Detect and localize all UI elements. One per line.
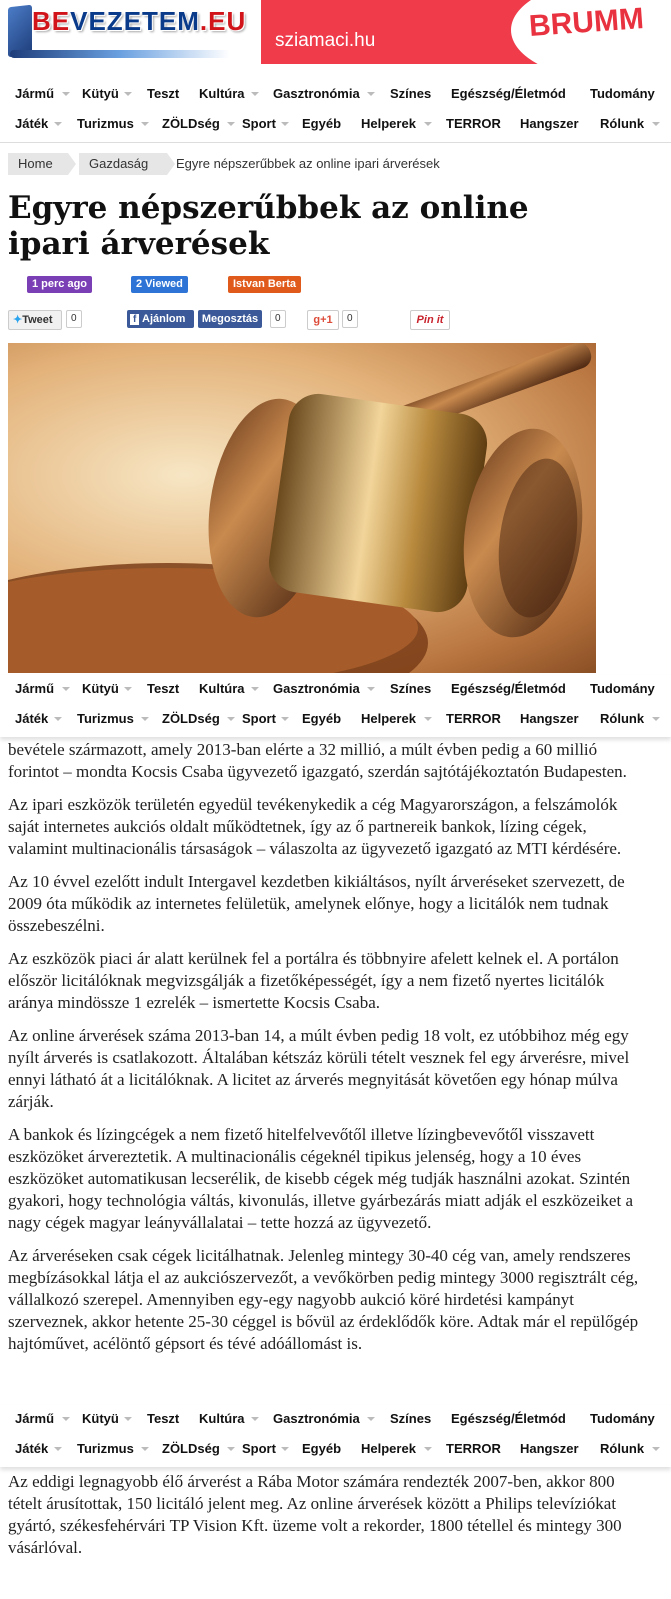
menu-item-rolunk[interactable]: Rólunk: [600, 711, 645, 726]
menu-item-rolunk[interactable]: Rólunk: [600, 1441, 645, 1456]
facebook-icon: f: [130, 314, 139, 325]
views-badge: 2 Viewed: [131, 276, 188, 293]
chevron-down-icon: [54, 717, 62, 721]
menu-item-tudomany[interactable]: Tudomány: [590, 86, 655, 101]
chevron-down-icon: [227, 122, 235, 126]
menu-item-jatek[interactable]: Játék: [15, 1441, 49, 1456]
chevron-down-icon: [141, 717, 149, 721]
gplus-icon: g: [313, 314, 321, 326]
author-badge[interactable]: Istvan Berta: [228, 276, 301, 293]
chevron-down-icon: [652, 1447, 660, 1451]
breadcrumb-current: Egyre népszerűbbek az online ipari árverések: [176, 156, 440, 171]
chevron-down-icon: [652, 717, 660, 721]
menu-divider: [0, 142, 671, 143]
menu-item-kutyu[interactable]: Kütyü: [82, 86, 119, 101]
chevron-down-icon: [281, 1447, 289, 1451]
menu-item-hangszer[interactable]: Hangszer: [520, 1441, 579, 1456]
chevron-down-icon: [424, 122, 432, 126]
chevron-down-icon: [652, 122, 660, 126]
chevron-down-icon: [424, 1447, 432, 1451]
article-body: [8, 739, 648, 1366]
chevron-down-icon: [367, 687, 375, 691]
menu-item-zoldseg[interactable]: ZÖLDség: [162, 711, 220, 726]
menu-item-jatek[interactable]: Játék: [15, 711, 49, 726]
menu-item-teszt[interactable]: Teszt: [147, 86, 180, 101]
article-paragraph: Az eddigi legnagyobb élő árverést a Rába Motor számára rendezték 2007-ben, akkor 800 tételt árusítottak, 150 licitáló jelent meg. Az online árverések között a Philips televíziókat gyártó, székesfehérvári TP Vision Kft. üzeme volt a rekorder, 1800 tétellel és mintegy 300 vásárlóval.: [8, 1472, 622, 1557]
gplus-count: 0: [342, 310, 358, 328]
site-logo[interactable]: [0, 0, 250, 64]
chevron-down-icon: [227, 717, 235, 721]
menu-item-rolunk[interactable]: Rólunk: [600, 116, 645, 131]
menu-item-tudomany[interactable]: Tudomány: [590, 1411, 655, 1426]
article-paragraph: A bankok és lízingcégek a nem fizető hitelfelvevőtől illetve lízingbevevőtől visszavett eszközöket árvereztetik. A multinacionális cégeknél tipikus jelenség, hogy a 10 éves eszközöket automatikusan lecserélik, de kisebb cégek még tudják használni azokat. Szintén gyakori, hogy technológia váltás, kivonulás, illetve gyárbezárás miatt adják el eszközeiket a nagy cégek magyar leányvállalatai – tette hozzá az ügyvezető.: [8, 1125, 633, 1232]
logo-swoosh-graphic: [10, 50, 230, 58]
sticky-menu: [0, 675, 671, 737]
banner-text: sziamaci.hu: [275, 30, 376, 51]
menu-item-egyeb[interactable]: Egyéb: [302, 711, 342, 726]
menu-item-zoldseg[interactable]: ZÖLDség: [162, 116, 220, 131]
tweet-count: 0: [66, 310, 82, 328]
menu-item-jarmu[interactable]: Jármű: [15, 1411, 55, 1426]
twitter-icon: ✦: [13, 314, 23, 326]
time-badge: 1 perc ago: [27, 276, 92, 293]
menu-item-zoldseg[interactable]: ZÖLDség: [162, 1441, 220, 1456]
article-paragraph: Az árveréseken csak cégek licitálhatnak. Jelenleg mintegy 30-40 cég van, amely rendszeres megbízásokkal látja el az aukciószervezőt, a vevőkörben pedig mintegy 3000 regisztrált cég, vállalkozó szerepel. Amennyiben egy-egy nagyobb aukció köré hirdetési kampányt szerveznek, akkor hetente 25-30 céggel is bővül az érdeklődők köre. Adtak már el repülőgép hajtóművet, acélöntő gépsort és tévé adóállomást is.: [8, 1246, 639, 1353]
main-menu: [0, 80, 671, 142]
menu-item-tudomany[interactable]: Tudomány: [590, 681, 655, 696]
article-paragraph: Az 10 évvel ezelőtt indult Intergavel kezdetben kikiáltásos, nyílt árveréseket szervezett, de 2009 óta működik az internetes felületük, amelynek előnye, hogy a licitálók nem tudnak összebeszélni.: [8, 872, 625, 935]
chevron-down-icon: [141, 122, 149, 126]
logo-text: BEVEZETEM.EU: [32, 6, 247, 36]
gplus-button[interactable]: g+1: [307, 310, 339, 330]
menu-item-turizmus[interactable]: Turizmus: [77, 1441, 134, 1456]
menu-item-hangszer[interactable]: Hangszer: [520, 711, 579, 726]
chevron-down-icon: [251, 687, 259, 691]
article-paragraph: bevétele származott, amely 2013-ban elérte a 32 millió, a múlt évben pedig a 60 millió forintot – mondta Kocsis Csaba ügyvezető igazgató, szerdán sajtótájékoztatón Budapesten.: [8, 740, 627, 781]
facebook-share-button[interactable]: Megosztás: [198, 310, 262, 328]
chevron-down-icon: [124, 1417, 132, 1421]
article-hero-image: [8, 343, 596, 673]
facebook-like-button[interactable]: f Ajánlom: [127, 310, 194, 328]
chevron-down-icon: [251, 92, 259, 96]
menu-item-gasztronomia[interactable]: Gasztronómia: [273, 681, 360, 696]
menu-item-szines[interactable]: Színes: [390, 681, 432, 696]
menu-item-kutyu[interactable]: Kütyü: [82, 1411, 119, 1426]
menu-item-helperek[interactable]: Helperek: [361, 711, 416, 726]
chevron-down-icon: [124, 92, 132, 96]
chevron-down-icon: [62, 687, 70, 691]
menu-item-turizmus[interactable]: Turizmus: [77, 116, 134, 131]
menu-item-jatek[interactable]: Játék: [15, 116, 49, 131]
menu-item-terror[interactable]: TERROR: [446, 116, 501, 131]
menu-row-2: [0, 110, 671, 138]
menu-item-egeszseg[interactable]: Egészség/Életmód: [451, 1411, 566, 1426]
chevron-down-icon: [424, 717, 432, 721]
chevron-down-icon: [281, 122, 289, 126]
menu-item-terror[interactable]: TERROR: [446, 711, 501, 726]
menu-item-kultura[interactable]: Kultúra: [199, 1411, 245, 1426]
menu-item-jarmu[interactable]: Jármű: [15, 681, 55, 696]
chevron-down-icon: [54, 1447, 62, 1451]
menu-item-gasztronomia[interactable]: Gasztronómia: [273, 1411, 360, 1426]
menu-item-sport[interactable]: Sport: [242, 1441, 276, 1456]
menu-item-gasztronomia[interactable]: Gasztronómia: [273, 86, 360, 101]
article-paragraph: Az ipari eszközök területén egyedül tevékenykedik a cég Magyarországon, a felszámolók saját internetes aukciós oldalt működtetnek, így az ő partnereik bankok, lízing cégek, valamint multinacionális társaságok – válaszolta az ügyvezető igazgató az MTI kérdésére.: [8, 795, 622, 858]
menu-item-egyeb[interactable]: Egyéb: [302, 116, 342, 131]
menu-item-hangszer[interactable]: Hangszer: [520, 116, 579, 131]
article-paragraph: Az eszközök piaci ár alatt kerülnek fel a portálra és többnyire afelett kelnek el. A portálon először licitálóknak megvizsgálják a fizetőképességét, így a nem fizető nyertes licitálók aránya mindössze 1 ezrelék – ismertette Kocsis Csaba.: [8, 949, 619, 1012]
chevron-down-icon: [62, 92, 70, 96]
sticky-menu-row-2: [0, 705, 671, 733]
ad-banner[interactable]: [261, 0, 671, 64]
menu-item-teszt[interactable]: Teszt: [147, 1411, 180, 1426]
menu-item-kultura[interactable]: Kultúra: [199, 86, 245, 101]
chevron-down-icon: [62, 1417, 70, 1421]
chevron-down-icon: [227, 1447, 235, 1451]
menu-item-jarmu[interactable]: Jármű: [15, 86, 55, 101]
menu-item-szines[interactable]: Színes: [390, 1411, 432, 1426]
page-title: Egyre népszerűbbek az online ipari árverések: [8, 190, 529, 262]
menu-item-turizmus[interactable]: Turizmus: [77, 711, 134, 726]
menu-item-helperek[interactable]: Helperek: [361, 1441, 416, 1456]
menu-item-egeszseg[interactable]: Egészség/Életmód: [451, 86, 566, 101]
pinterest-button[interactable]: Pin it: [410, 310, 450, 330]
menu-item-teszt[interactable]: Teszt: [147, 681, 180, 696]
sticky-menu-row-1: [0, 1405, 671, 1433]
menu-item-kutyu[interactable]: Kütyü: [82, 681, 119, 696]
sticky-menu-row-1: [0, 675, 671, 703]
gavel-illustration: [8, 343, 596, 673]
breadcrumb-category[interactable]: Gazdaság: [79, 153, 167, 175]
chevron-down-icon: [251, 1417, 259, 1421]
chevron-down-icon: [367, 1417, 375, 1421]
chevron-down-icon: [141, 1447, 149, 1451]
menu-item-terror[interactable]: TERROR: [446, 1441, 501, 1456]
menu-item-szines[interactable]: Színes: [390, 86, 432, 101]
chevron-down-icon: [124, 687, 132, 691]
tweet-button[interactable]: ✦Tweet: [8, 310, 62, 330]
menu-item-kultura[interactable]: Kultúra: [199, 681, 245, 696]
breadcrumb-home[interactable]: Home: [8, 153, 68, 175]
menu-item-helperek[interactable]: Helperek: [361, 116, 416, 131]
menu-row-1: [0, 80, 671, 108]
chevron-down-icon: [281, 717, 289, 721]
banner-brand: BRUMM: [527, 2, 645, 43]
menu-item-sport[interactable]: Sport: [242, 116, 276, 131]
facebook-count: 0: [270, 310, 286, 328]
menu-item-sport[interactable]: Sport: [242, 711, 276, 726]
article-body-continued: [8, 1471, 648, 1570]
menu-item-egeszseg[interactable]: Egészség/Életmód: [451, 681, 566, 696]
menu-item-egyeb[interactable]: Egyéb: [302, 1441, 342, 1456]
chevron-down-icon: [54, 122, 62, 126]
sticky-menu-row-2: [0, 1435, 671, 1463]
article-paragraph: Az online árverések száma 2013-ban 14, a múlt évben pedig 18 volt, ez utóbbihoz még egy nyílt árverés is csatlakozott. Általában kétszáz körüli tételt vesznek fel egy árverésre, mivel ennyi látható át a licitálóknak. A licitet az árverés megnyitását követően egy hónap múlva zárják.: [8, 1026, 630, 1111]
sticky-menu-repeat: [0, 1405, 671, 1467]
chevron-down-icon: [367, 92, 375, 96]
